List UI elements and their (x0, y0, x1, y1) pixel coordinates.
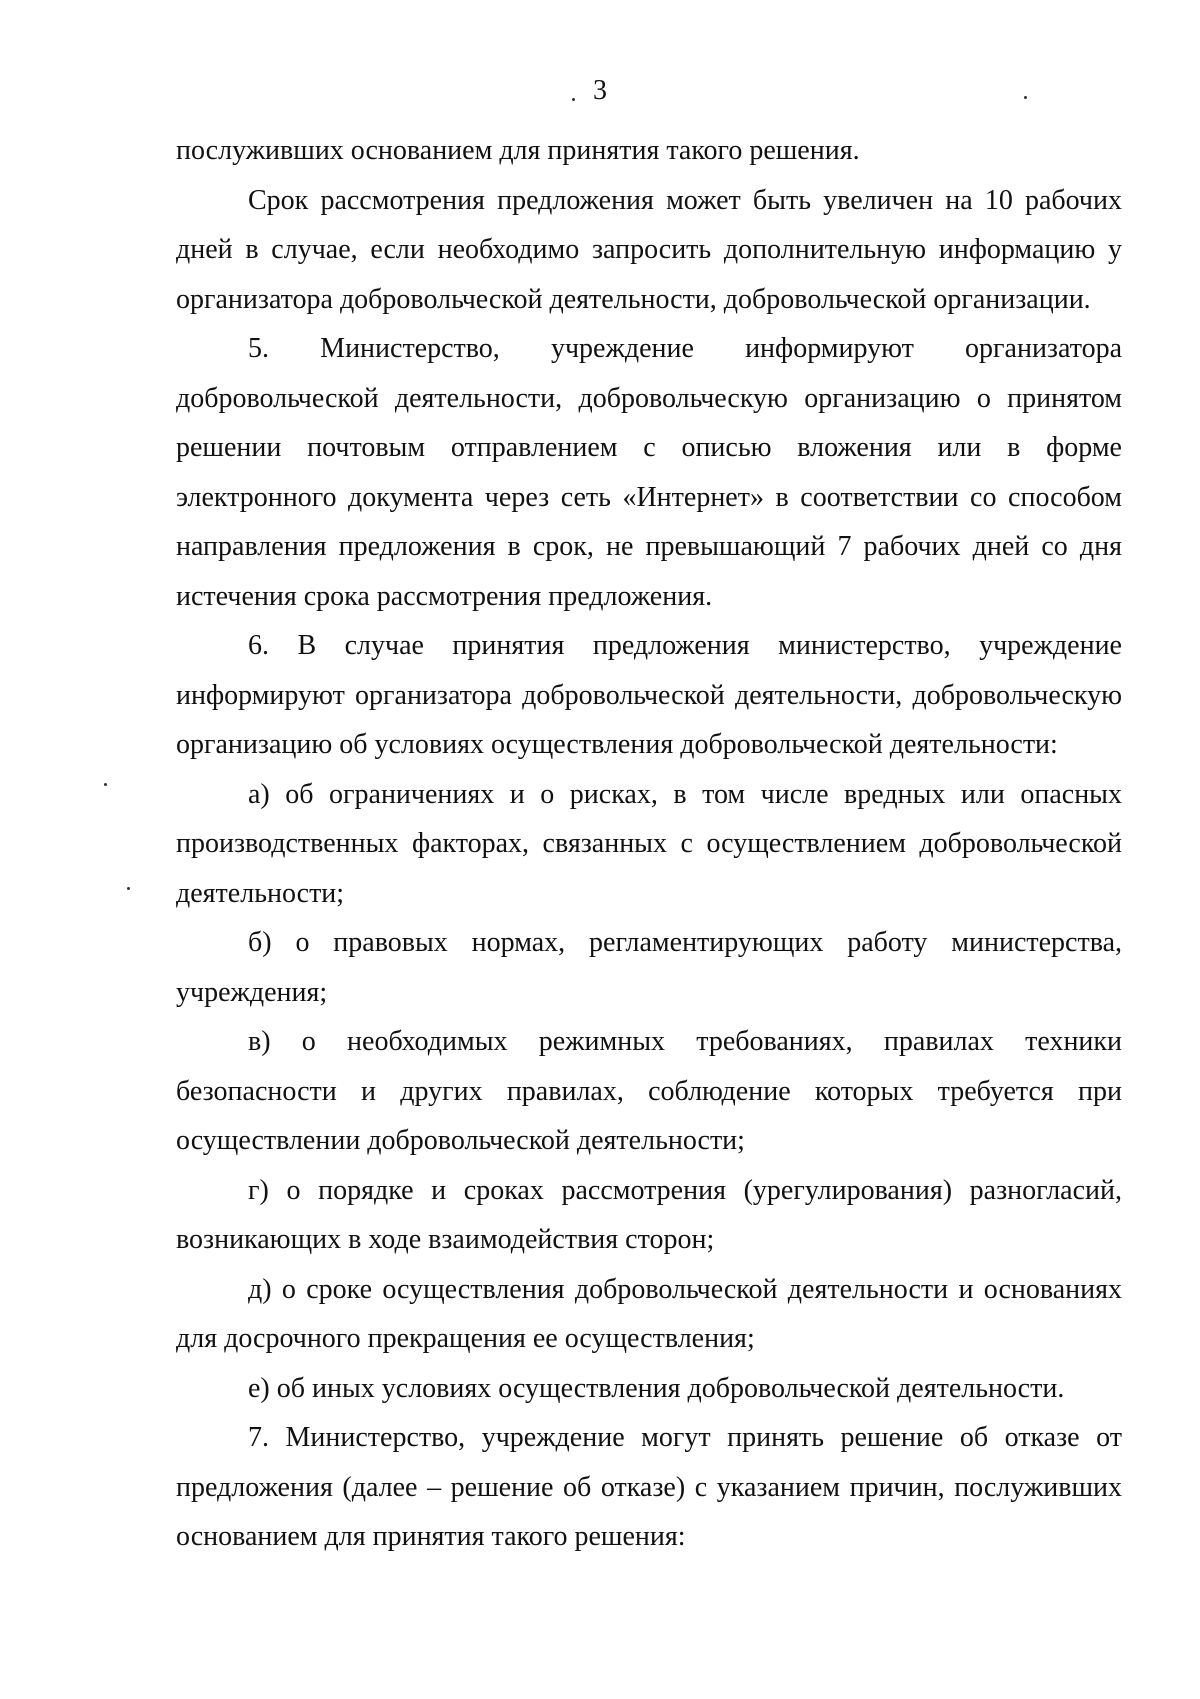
page-number: 3 (593, 75, 607, 106)
paragraph: послуживших основанием для принятия такого решения. (176, 135, 860, 166)
document-body (176, 126, 1122, 1562)
paragraph: е) об иных условиях осуществления добровольческой деятельности. (248, 1372, 1065, 1404)
scan-speck (1024, 96, 1027, 99)
paragraph: 5. Министерство, учреждение информируют организатора добровольческой деятельности, добровольческую организацию о принятом решении почтовым отправлением с описью вложения или в форме электронного документа через сеть «Интернет» в соответствии со способом направления предложения в срок, не превышающий 7 рабочих дней со дня истечения срока рассмотрения предложения. (176, 333, 1122, 612)
paragraph: в) о необходимых режимных требованиях, правилах техники безопасности и других правилах, соблюдение которых требуется при осуществлении добровольческой деятельности; (176, 1026, 1122, 1156)
paragraph: Срок рассмотрения предложения может быть увеличен на 10 рабочих дней в случае, если необходимо запросить дополнительную информацию у организатора добровольческой деятельности, добровольческой организации. (176, 184, 1122, 315)
scan-speck (127, 887, 130, 890)
scan-speck (104, 783, 107, 786)
paragraph: а) об ограничениях и о рисках, в том числе вредных или опасных производственных факторах, связанных с осуществлением добровольческой деятельности; (176, 778, 1122, 909)
paragraph: г) о порядке и сроках рассмотрения (урегулирования) разногласий, возникающих в ходе взаимодействия сторон; (176, 1174, 1122, 1255)
paragraph: 7. Министерство, учреждение могут принять решение об отказе от предложения (далее – решение об отказе) с указанием причин, послуживших основанием для принятия такого решения: (176, 1422, 1122, 1552)
paragraph: 6. В случае принятия предложения министерство, учреждение информируют организатора добровольческой деятельности, добровольческую организацию об условиях осуществления добровольческой деятельности: (176, 630, 1122, 760)
paragraph: б) о правовых нормах, регламентирующих работу министерства, учреждения; (176, 927, 1122, 1008)
paragraph: д) о сроке осуществления добровольческой деятельности и основаниях для досрочного прекращения ее осуществления; (176, 1273, 1122, 1354)
scan-speck (572, 98, 575, 101)
